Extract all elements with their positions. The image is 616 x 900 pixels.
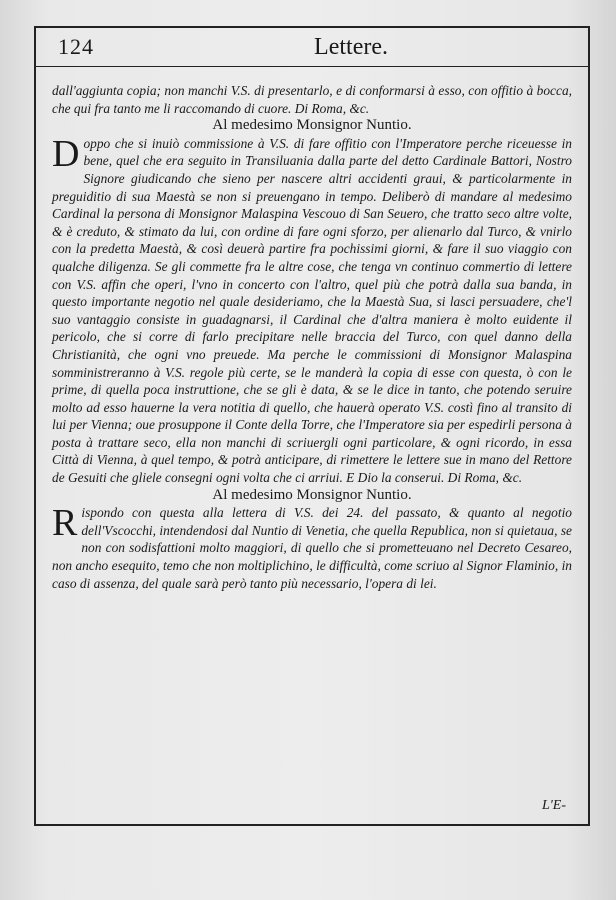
letter-heading: Al medesimo Monsignor Nuntio.	[212, 486, 412, 503]
page-header	[36, 28, 588, 67]
page-number: 124	[58, 34, 94, 59]
catchword: L'E-	[542, 798, 566, 813]
letter-paragraph	[52, 504, 572, 592]
letter-text: oppo che si inuiò commissione à V.S. di fare offitio con l'Imperatore perche riceuesse in bene, quel che era seguito in Transiluania dalla parte del detto Cardinale Battori, Nostro Signore giudicando che sieno per nascere altri accidenti graui, & particolarmente in preguiditio di sua Maestà se non si preuengano in tempo. Deliberò di mandare al medesimo Cardinal la persona di Monsignor Malaspina Vescouo di San Seuero, che tratto seco altre volte, & è creduto, & stimato da lui, con ordine di fare ogni sforzo, per alienarlo dal Turco, & vnirlo con la predetta Maestà, & così deuerà partire fra pochissimi giorni, & fare il suo viaggio con qualche diligenza. Se gli commette fra le altre cose, che tenga vn continuo commertio di lettere con V.S. affin che operi, l'vno in concerto con l'altro, quel più che potrà dalla sua banda, in questo importante negotio nel quale desideriamo, che la Maestà Sua, si lasci persuadere, che'l suo vantaggio consiste in guadagnarsi, il Cardinal che d'altra maniera è molto euidente il pericolo, che si corre di farlo precipitare nelle braccia del Turco, con quel danno della Christianità, che ogni vno preuede. Ma perche le commissioni di Monsignor Malaspina somministreranno à V.S. regole più certe, se le manderà la copia di esse con questa, ò con le prime, di quella poca instruttione, che se gli è data, & se le dice in tanto, che potendo seruire molto ad esso hauerne la vera notitia di quello, che hauerà operato V.S. costì fino al transito di lui per Vienna; oue prosuppone il Conte della Torre, che l'Imperatore sia per espedirli persona à posta à trattare seco, ella non manchi di scriuergli ogni particolare, & ogni ricordo, in essa Città di Vienna, à quel tempo, & potrà anticipare, di rimettere le lettere sue in mano del Rettore de Gesuiti che gliele consegni ogni volta che ci arriui. E Dio la conserui. Di Roma, &c.	[52, 135, 572, 486]
page-border	[34, 26, 590, 826]
running-title: Lettere.	[314, 34, 388, 60]
drop-initial: R	[52, 502, 78, 545]
drop-initial: D	[52, 132, 80, 175]
letter-paragraph	[52, 132, 572, 487]
letter-heading: Al medesimo Monsignor Nuntio.	[212, 117, 412, 134]
page-body	[52, 82, 572, 592]
letter-text: ispondo con questa alla lettera di V.S. dei 24. del passato, & quanto al negotio dell'Vscocchi, intendendosi dal Nuntio di Venetia, che quella Republica, non si quietaua, se non con sodisfattioni molto maggiori, di quello che si prometteuano nel Decreto Cesareo, non ancho esequito, temo che non moltiplichino, le difficultà, come scriuo al Signor Flaminio, in caso di assenza, del quale sarà però tanto più necessario, l'opera di lei.	[52, 505, 572, 591]
opening-paragraph: dall'aggiunta copia; non manchi V.S. di presentarlo, e di conformarsi à esso, con offitio à bocca, che qui fra tanto me li raccomando di cuore. Di Roma, &c.	[52, 83, 572, 116]
